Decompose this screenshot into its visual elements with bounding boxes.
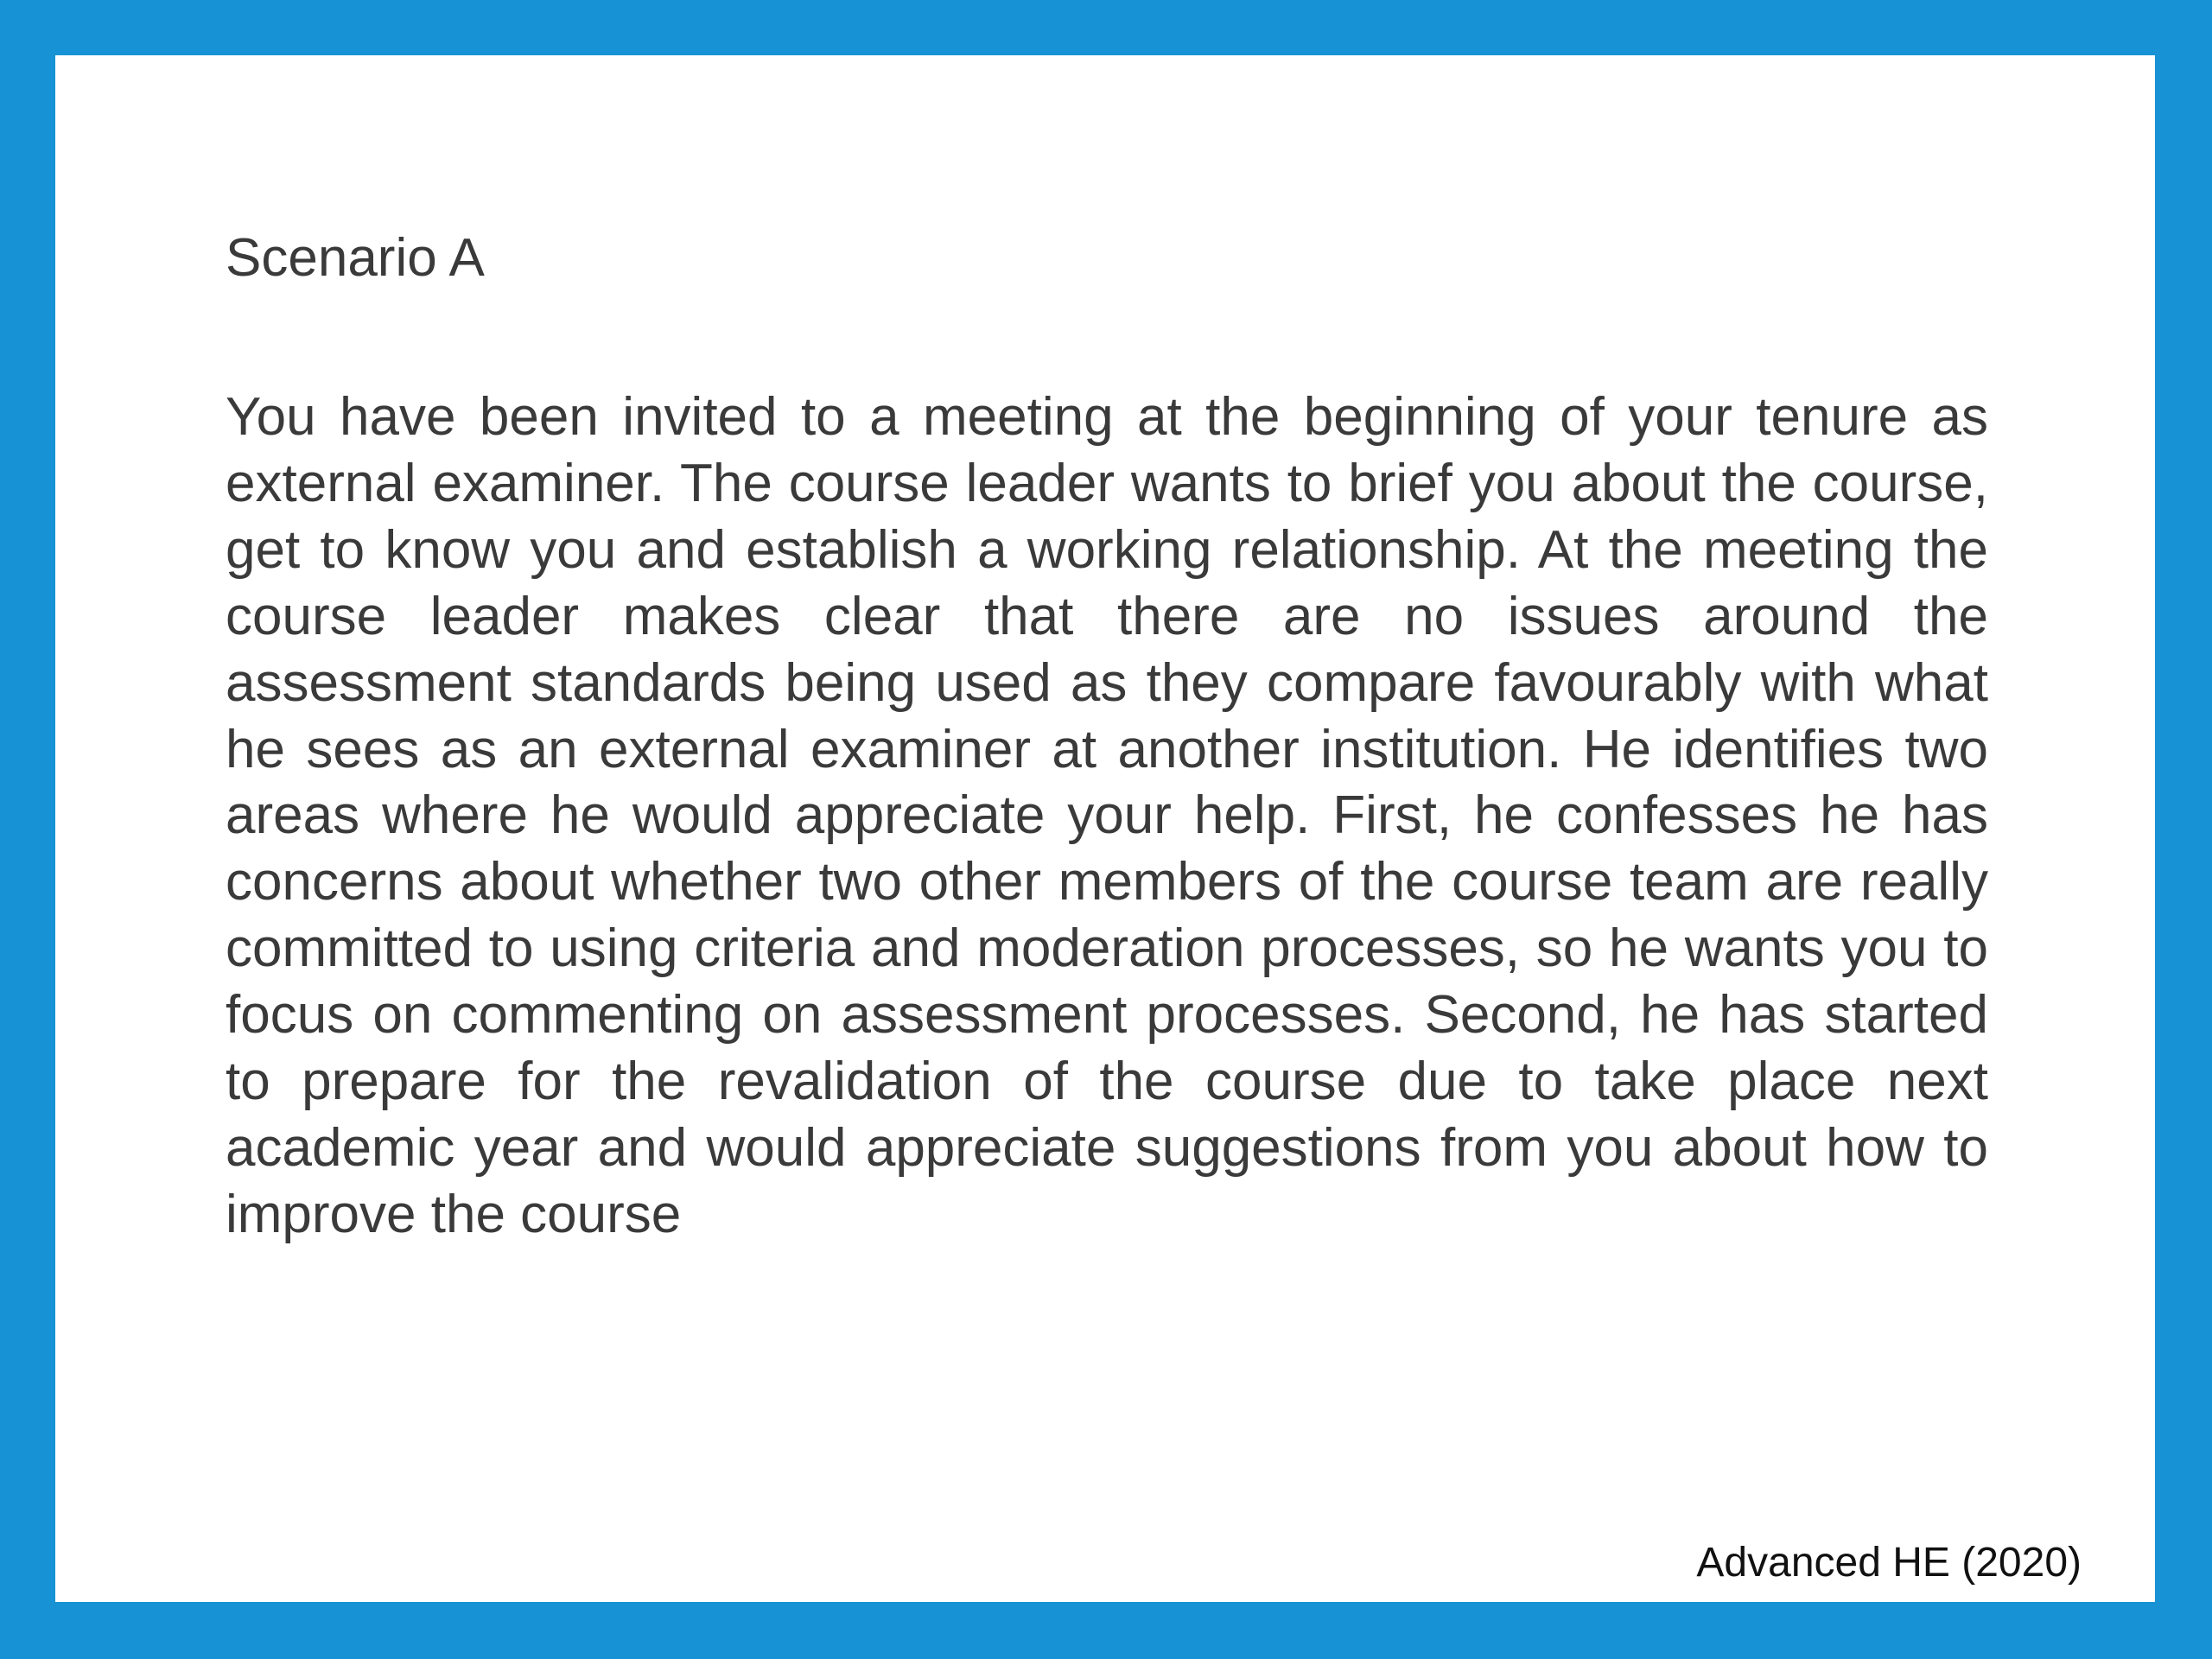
scenario-body-text: You have been invited to a meeting at the beginning of your tenure as external examiner. The course leader wants to brief you about the course, get to know you and establish a working relationship. At the meeting the course leader makes clear that there are no issues around the assessment standards being used as they compare favourably with what he sees as an external examiner at another institution. He identifies two areas where he would appreciate your help. First, he confesses he has concerns about whether two other members of the course team are really committed to using criteria and moderation processes, so he wants you to focus on commenting on assessment processes. Second, he has started to prepare for the revalidation of the course due to take place next academic year and would appreciate suggestions from you about how to improve the course — [226, 387, 1988, 1244]
slide-title: Scenario A — [226, 228, 485, 288]
slide-footer-credit: Advanced HE (2020) — [1696, 1540, 2082, 1586]
slide-panel — [55, 55, 2155, 1602]
